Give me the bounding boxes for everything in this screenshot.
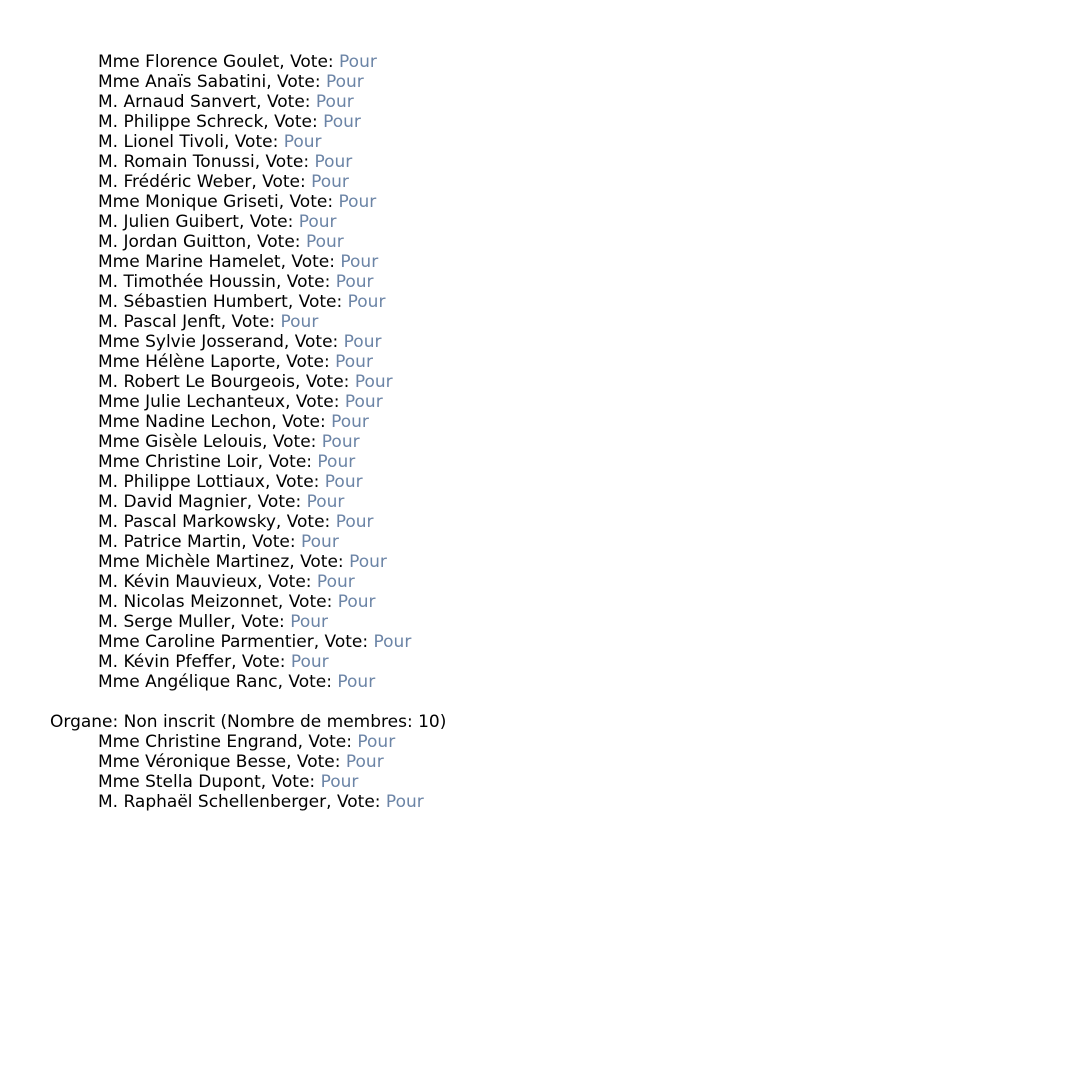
vote-label: Vote: bbox=[289, 192, 334, 212]
member-name: Mme Christine Engrand bbox=[98, 732, 298, 752]
vote-value: Pour bbox=[305, 232, 344, 252]
member-row: Mme Julie Lechanteux, Vote: Pour bbox=[98, 392, 383, 412]
vote-value: Pour bbox=[320, 772, 359, 792]
member-name: M. Frédéric Weber bbox=[98, 172, 252, 192]
member-row: Mme Gisèle Lelouis, Vote: Pour bbox=[98, 432, 360, 452]
member-row: Mme Michèle Martinez, Vote: Pour bbox=[98, 552, 387, 572]
vote-label: Vote: bbox=[291, 252, 335, 272]
member-name: Mme Stella Dupont bbox=[98, 772, 261, 792]
vote-value: Pour bbox=[280, 312, 319, 332]
member-name: M. Patrice Martin bbox=[98, 532, 242, 552]
vote-value: Pour bbox=[335, 512, 374, 532]
member-row: M. Lionel Tivoli, Vote: Pour bbox=[98, 132, 322, 152]
vote-label: Vote: bbox=[298, 292, 343, 312]
member-row: M. Patrice Martin, Vote: Pour bbox=[98, 532, 339, 552]
vote-label: Vote: bbox=[286, 352, 330, 372]
member-row: M. Robert Le Bourgeois, Vote: Pour bbox=[98, 372, 393, 392]
member-row: M. Julien Guibert, Vote: Pour bbox=[98, 212, 337, 232]
vote-label: Vote: bbox=[290, 52, 334, 72]
vote-label: Vote: bbox=[274, 112, 318, 132]
vote-value: Pour bbox=[298, 212, 337, 232]
member-name: M. Timothée Houssin bbox=[98, 272, 276, 292]
vote-value: Pour bbox=[339, 52, 377, 72]
member-name: M. Nicolas Meizonnet bbox=[98, 592, 278, 612]
vote-value: Pour bbox=[316, 572, 355, 592]
vote-label: Vote: bbox=[308, 732, 352, 752]
member-row: Mme Véronique Besse, Vote: Pour bbox=[98, 752, 384, 772]
vote-group bbox=[0, 52, 1080, 692]
vote-value: Pour bbox=[343, 332, 382, 352]
member-row: Mme Florence Goulet, Vote: Pour bbox=[98, 52, 377, 72]
member-row: M. Kévin Pfeffer, Vote: Pour bbox=[98, 652, 329, 672]
member-name: Mme Sylvie Josserand bbox=[98, 332, 284, 352]
vote-value: Pour bbox=[311, 172, 349, 192]
vote-value: Pour bbox=[335, 352, 373, 372]
member-row: Mme Hélène Laporte, Vote: Pour bbox=[98, 352, 373, 372]
vote-value: Pour bbox=[357, 732, 396, 752]
member-name: Mme Hélène Laporte bbox=[98, 352, 276, 372]
vote-value: Pour bbox=[290, 652, 329, 672]
vote-label: Vote: bbox=[234, 132, 279, 152]
member-name: M. Lionel Tivoli bbox=[98, 132, 224, 152]
member-row: M. Raphaël Schellenberger, Vote: Pour bbox=[98, 792, 424, 812]
member-name: Mme Christine Loir bbox=[98, 452, 258, 472]
vote-value: Pour bbox=[314, 152, 353, 172]
vote-value: Pour bbox=[354, 372, 393, 392]
vote-label: Vote: bbox=[300, 552, 344, 572]
member-row: M. Timothée Houssin, Vote: Pour bbox=[98, 272, 374, 292]
member-name: M. Romain Tonussi bbox=[98, 152, 255, 172]
member-name: M. Philippe Lottiaux bbox=[98, 472, 265, 492]
member-row: M. Nicolas Meizonnet, Vote: Pour bbox=[98, 592, 376, 612]
vote-label: Vote: bbox=[288, 592, 333, 612]
member-list bbox=[0, 732, 1080, 812]
vote-label: Vote: bbox=[286, 512, 331, 532]
vote-label: Vote: bbox=[271, 772, 316, 792]
vote-value: Pour bbox=[345, 752, 384, 772]
member-row: Mme Angélique Ranc, Vote: Pour bbox=[98, 672, 376, 692]
member-name: Mme Anaïs Sabatini bbox=[98, 72, 267, 92]
member-name: M. Kévin Pfeffer bbox=[98, 652, 232, 672]
vote-value: Pour bbox=[373, 632, 412, 652]
vote-label: Vote: bbox=[275, 472, 320, 492]
vote-group bbox=[0, 712, 1080, 812]
member-row: Mme Caroline Parmentier, Vote: Pour bbox=[98, 632, 412, 652]
member-row: M. Pascal Jenft, Vote: Pour bbox=[98, 312, 319, 332]
vote-label: Vote: bbox=[288, 672, 332, 692]
member-row: Mme Sylvie Josserand, Vote: Pour bbox=[98, 332, 382, 352]
member-row: M. Sébastien Humbert, Vote: Pour bbox=[98, 292, 386, 312]
vote-label: Vote: bbox=[231, 312, 276, 332]
vote-label: Vote: bbox=[336, 792, 381, 812]
vote-value: Pour bbox=[337, 672, 376, 692]
member-name: M. David Magnier bbox=[98, 492, 247, 512]
member-name: Mme Marine Hamelet bbox=[98, 252, 281, 272]
member-row: M. Romain Tonussi, Vote: Pour bbox=[98, 152, 353, 172]
group-header: Organe: Non inscrit (Nombre de membres: 10) bbox=[50, 712, 447, 732]
vote-value: Pour bbox=[323, 112, 361, 132]
member-name: Mme Nadine Lechon bbox=[98, 412, 272, 432]
vote-label: Vote: bbox=[266, 92, 311, 112]
member-name: M. Robert Le Bourgeois bbox=[98, 372, 296, 392]
member-name: Mme Gisèle Lelouis bbox=[98, 432, 262, 452]
vote-label: Vote: bbox=[262, 172, 306, 192]
vote-label: Vote: bbox=[277, 72, 321, 92]
vote-label: Vote: bbox=[257, 492, 302, 512]
member-name: Mme Michèle Martinez bbox=[98, 552, 290, 572]
vote-label: Vote: bbox=[252, 532, 296, 552]
member-row: Mme Christine Engrand, Vote: Pour bbox=[98, 732, 396, 752]
vote-value: Pour bbox=[385, 792, 424, 812]
vote-label: Vote: bbox=[265, 152, 310, 172]
member-row: Mme Stella Dupont, Vote: Pour bbox=[98, 772, 359, 792]
vote-label: Vote: bbox=[241, 612, 285, 632]
vote-label: Vote: bbox=[256, 232, 301, 252]
vote-label: Vote: bbox=[305, 372, 350, 392]
vote-label: Vote: bbox=[295, 392, 340, 412]
member-name: M. Pascal Jenft bbox=[98, 312, 221, 332]
member-name: M. Pascal Markowsky bbox=[98, 512, 276, 532]
vote-value: Pour bbox=[306, 492, 345, 512]
member-row: M. Frédéric Weber, Vote: Pour bbox=[98, 172, 349, 192]
member-name: M. Philippe Schreck bbox=[98, 112, 264, 132]
vote-label: Vote: bbox=[268, 452, 312, 472]
vote-value: Pour bbox=[338, 192, 377, 212]
member-name: Mme Florence Goulet bbox=[98, 52, 280, 72]
member-name: Mme Julie Lechanteux bbox=[98, 392, 286, 412]
member-row: M. Philippe Schreck, Vote: Pour bbox=[98, 112, 361, 132]
member-row: Mme Nadine Lechon, Vote: Pour bbox=[98, 412, 369, 432]
vote-label: Vote: bbox=[249, 212, 294, 232]
member-name: Mme Monique Griseti bbox=[98, 192, 279, 212]
vote-value: Pour bbox=[337, 592, 376, 612]
vote-label: Vote: bbox=[267, 572, 312, 592]
vote-value: Pour bbox=[315, 92, 354, 112]
vote-value: Pour bbox=[317, 452, 356, 472]
vote-value: Pour bbox=[349, 552, 387, 572]
member-name: M. Raphaël Schellenberger bbox=[98, 792, 327, 812]
vote-value: Pour bbox=[290, 612, 328, 632]
member-list bbox=[0, 52, 1080, 692]
member-row: M. David Magnier, Vote: Pour bbox=[98, 492, 345, 512]
member-row: Mme Anaïs Sabatini, Vote: Pour bbox=[98, 72, 364, 92]
member-name: M. Jordan Guitton bbox=[98, 232, 247, 252]
vote-value: Pour bbox=[347, 292, 386, 312]
member-row: Mme Monique Griseti, Vote: Pour bbox=[98, 192, 377, 212]
vote-value: Pour bbox=[321, 432, 360, 452]
member-name: M. Sébastien Humbert bbox=[98, 292, 288, 312]
vote-value: Pour bbox=[324, 472, 363, 492]
vote-label: Vote: bbox=[272, 432, 317, 452]
member-name: M. Julien Guibert bbox=[98, 212, 239, 232]
vote-value: Pour bbox=[335, 272, 374, 292]
vote-label: Vote: bbox=[296, 752, 341, 772]
vote-value: Pour bbox=[301, 532, 339, 552]
member-row: M. Jordan Guitton, Vote: Pour bbox=[98, 232, 344, 252]
vote-label: Vote: bbox=[282, 412, 326, 432]
vote-label: Vote: bbox=[241, 652, 286, 672]
member-name: Mme Véronique Besse bbox=[98, 752, 287, 772]
vote-value: Pour bbox=[325, 72, 364, 92]
vote-label: Vote: bbox=[324, 632, 369, 652]
vote-value: Pour bbox=[283, 132, 322, 152]
member-row: M. Pascal Markowsky, Vote: Pour bbox=[98, 512, 374, 532]
member-name: M. Serge Muller bbox=[98, 612, 231, 632]
member-name: M. Kévin Mauvieux bbox=[98, 572, 258, 592]
vote-value: Pour bbox=[344, 392, 383, 412]
vote-value: Pour bbox=[340, 252, 379, 272]
member-row: Mme Marine Hamelet, Vote: Pour bbox=[98, 252, 379, 272]
member-row: M. Philippe Lottiaux, Vote: Pour bbox=[98, 472, 363, 492]
member-row: M. Serge Muller, Vote: Pour bbox=[98, 612, 328, 632]
member-name: Mme Angélique Ranc bbox=[98, 672, 278, 692]
vote-label: Vote: bbox=[294, 332, 339, 352]
member-row: M. Arnaud Sanvert, Vote: Pour bbox=[98, 92, 354, 112]
member-row: M. Kévin Mauvieux, Vote: Pour bbox=[98, 572, 355, 592]
member-name: Mme Caroline Parmentier bbox=[98, 632, 314, 652]
vote-label: Vote: bbox=[286, 272, 331, 292]
member-name: M. Arnaud Sanvert bbox=[98, 92, 257, 112]
vote-value: Pour bbox=[331, 412, 369, 432]
member-row: Mme Christine Loir, Vote: Pour bbox=[98, 452, 356, 472]
